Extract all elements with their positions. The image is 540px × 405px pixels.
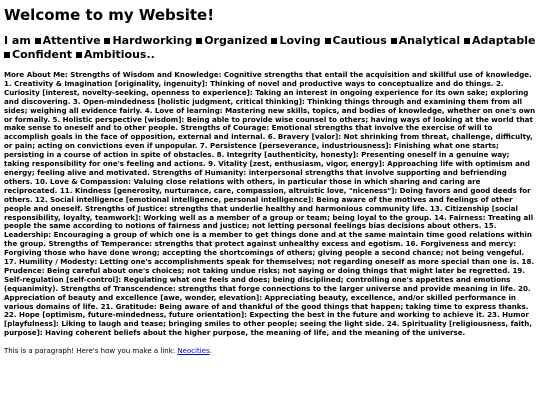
footer-suffix: . <box>209 347 212 356</box>
footer-paragraph <box>4 347 536 356</box>
trait-item: Ambitious.. <box>76 48 155 61</box>
neocities-link[interactable]: Neocities <box>177 347 210 356</box>
square-bullet-icon <box>464 38 470 44</box>
about-me-paragraph: More About Me: Strengths of Wisdom and Knowledge: Cognitive strengths that entail the acquisition and skillful use of knowledge. 1. Creativity & Imagination [originality, ingenuity]: Thinking of novel and productive ways to conceptualize and do things. 2. Curiosity [interest, novelty-seeking, openness to experience]: Taking an interest in ongoing experience for its own sake; exploring and discovering. 3. Open-mindedness [holistic judgment, critical thinking]: Thinking things through and examining them from all sides; weighing all evidence fairly. 4. Love of learning: Mastering new skills, topics, and bodies of knowledge, whether on one's own or formally. 5. Holistic perspective [wisdom]: Being able to provide wise counsel to others; having ways of looking at the world that make sense to oneself and to other people. Strengths of Courage: Emotional strengths that involve the exercise of will to accomplish goals in the face of opposition, external and internal. 6. Bravery [valor]: Not shrinking from threat, challenge, difficulty, or pain; acting on convictions even if unpopular. 7. Persistence [perseverance, industriousness]: Finishing what one starts; persisting in a course of action in spite of obstacles. 8. Integrity [authenticity, honesty]: Presenting oneself in a genuine way; taking responsibility for one's feeling and actions. 9. Vitality [zest, enthusiasm, vigor, energy]: Approaching life with optimism and energy; feeling alive and motivated. Strengths of Humanity: interpersonal strengths that involve supporting and befriending others. 10. Love & Compassion: Valuing close relations with others, in particular those in which sharing and caring are reciprocated. 11. Kindness [generosity, nurturance, care, compassion, altruistic love, "niceness"]: Doing favors and good deeds for others. 12. Social intelligence [emotional intelligence, personal intelligence]: Being aware of the motives and feelings of other people and oneself. Strengths of Justice: strengths that underlie healthy and harmonious community life. 13. Citizenship [social responsibility, loyalty, teamwork]: Working well as a member of a group or team; being loyal to the group. 14. Fairness: Treating all people the same according to notions of fairness and justice; not letting personal feelings bias decisions about others. 15. Leadership: Encouraging a group of which one is a member to get things done and at the same maintain time good relations within the group. Strengths of Temperance: strengths that protect against unhealthy excess and egotism. 16. Forgiveness and mercy: Forgiving those who have done wrong; accepting the shortcomings of others; giving people a second chance; not being vengeful. 17. Humility / Modesty: Letting one's accomplishments speak for themselves; not regarding oneself as more special than one is. 18. Prudence: Being careful about one's choices; not taking undue risks; not saying or doing things that might later be regretted. 19. Self-regulation [self-control]: Regulating what one feels and does; being disciplined; controlling one's appetites and emotions (equanimity). Strengths of Transcendence: strengths that forge connections to the larger universe and provide meaning in life. 20. Appreciation of beauty and excellence [awe, wonder, elevation]: Appreciating beauty, excellence, and/or skilled performance in various domains of life. 21. Gratitude: Being aware of and thankful of the good things that happen; taking time to express thanks. 22. Hope [optimism, future-mindedness, future orientation]: Expecting the best in the future and working to achieve it. 23. Humor [playfulness]: Liking to laugh and tease; bringing smiles to other people; seeing the light side. 24. Spirituality [religiousness, faith, purpose]: Having coherent beliefs about the higher purpose, the meaning of life, and the meaning of the universe. <box>4 70 536 338</box>
square-bullet-icon <box>104 38 110 44</box>
trait-item: Loving <box>271 34 320 47</box>
square-bullet-icon <box>391 38 397 44</box>
trait-item: Analytical <box>391 34 460 47</box>
trait-item: Hardworking <box>104 34 192 47</box>
square-bullet-icon <box>4 52 10 58</box>
trait-item: Confident <box>4 48 72 61</box>
trait-item: Adaptable <box>464 34 535 47</box>
trait-item: Cautious <box>325 34 387 47</box>
page-title: Welcome to my Website! <box>4 6 215 24</box>
footer-text: This is a paragraph! Here's how you make a link: <box>4 347 178 356</box>
square-bullet-icon <box>76 52 82 58</box>
square-bullet-icon <box>271 38 277 44</box>
square-bullet-icon <box>35 38 41 44</box>
trait-item: Organized <box>196 34 267 47</box>
traits-prefix: I am <box>4 34 35 47</box>
square-bullet-icon <box>196 38 202 44</box>
traits-list <box>4 34 536 62</box>
square-bullet-icon <box>325 38 331 44</box>
trait-item: Attentive <box>35 34 101 47</box>
